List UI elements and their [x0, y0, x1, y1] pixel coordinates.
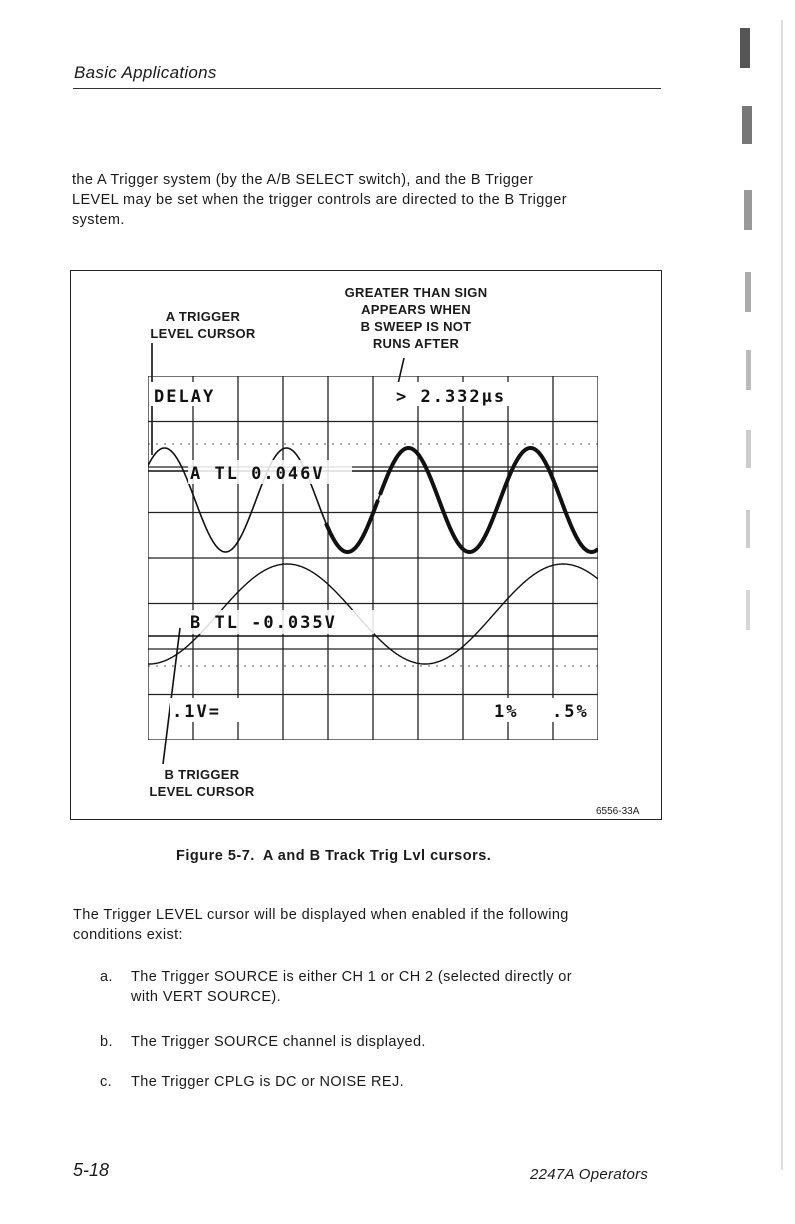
intro-line: system.	[72, 212, 125, 228]
callout-line: RUNS AFTER	[372, 336, 460, 351]
condition-marker: c.	[100, 1074, 113, 1090]
condition-text	[131, 1032, 671, 1052]
body-line: The Trigger LEVEL cursor will be displayed when enabled if the following	[73, 907, 569, 923]
percent-readout-right: .5%	[552, 702, 589, 722]
condition-line: with VERT SOURCE).	[131, 989, 282, 1005]
condition-line: The Trigger SOURCE channel is displayed.	[131, 1034, 426, 1050]
callout-line: A TRIGGER	[165, 309, 241, 324]
condition-text	[131, 1072, 671, 1092]
edge-tab-mark	[746, 430, 751, 468]
edge-tab-mark	[744, 190, 752, 230]
edge-tab-mark	[745, 272, 751, 312]
callout-line: B TRIGGER	[164, 767, 240, 782]
delay-readout: DELAY	[154, 387, 216, 407]
figure-caption	[176, 848, 491, 864]
delay-time-readout: > 2.332µs	[396, 387, 507, 407]
intro-line: the A Trigger system (by the A/B SELECT switch), and the B Trigger	[72, 172, 534, 188]
condition-marker: b.	[100, 1034, 113, 1050]
condition-marker: a.	[100, 969, 113, 985]
condition-text	[131, 967, 671, 1007]
callout-line: LEVEL CURSOR	[150, 326, 256, 341]
condition-line: The Trigger SOURCE is either CH 1 or CH 2 (selected directly or	[131, 969, 572, 985]
callout-line: B SWEEP IS NOT	[360, 319, 472, 334]
condition-line: The Trigger CPLG is DC or NOISE REJ.	[131, 1074, 405, 1090]
edge-tab-mark	[742, 106, 752, 144]
a-sweep-intensified-zone	[326, 448, 598, 552]
figure-caption-text: A and B Track Trig Lvl cursors.	[262, 848, 492, 864]
volts-per-div-readout: .1V=	[172, 702, 221, 722]
running-header-title: Basic Applications	[74, 63, 217, 82]
oscilloscope-display	[148, 376, 598, 740]
edge-tab-mark	[746, 350, 751, 390]
callout-line: GREATER THAN SIGN	[344, 285, 488, 300]
edge-tab-mark	[746, 510, 750, 548]
conditions-intro-paragraph	[73, 905, 667, 945]
percent-readout: 1%	[494, 702, 519, 722]
page-edge-tabs	[728, 20, 788, 1170]
page-number: 5-18	[73, 1160, 110, 1180]
figure-caption-label: Figure 5-7.	[176, 848, 255, 864]
graticule	[148, 376, 598, 740]
b-trigger-level-readout: B TL -0.035V	[190, 613, 337, 633]
body-line: conditions exist:	[73, 927, 183, 943]
manual-name: 2247A Operators	[530, 1166, 649, 1183]
callout-line: LEVEL CURSOR	[149, 784, 255, 799]
callout-line: APPEARS WHEN	[361, 302, 471, 317]
edge-tab-mark	[740, 28, 750, 68]
a-trigger-level-readout: A TL 0.046V	[190, 464, 325, 484]
intro-line: LEVEL may be set when the trigger controls are directed to the B Trigger	[72, 192, 567, 208]
figure-id: 6556-33A	[596, 806, 640, 817]
edge-tab-mark	[746, 590, 750, 630]
